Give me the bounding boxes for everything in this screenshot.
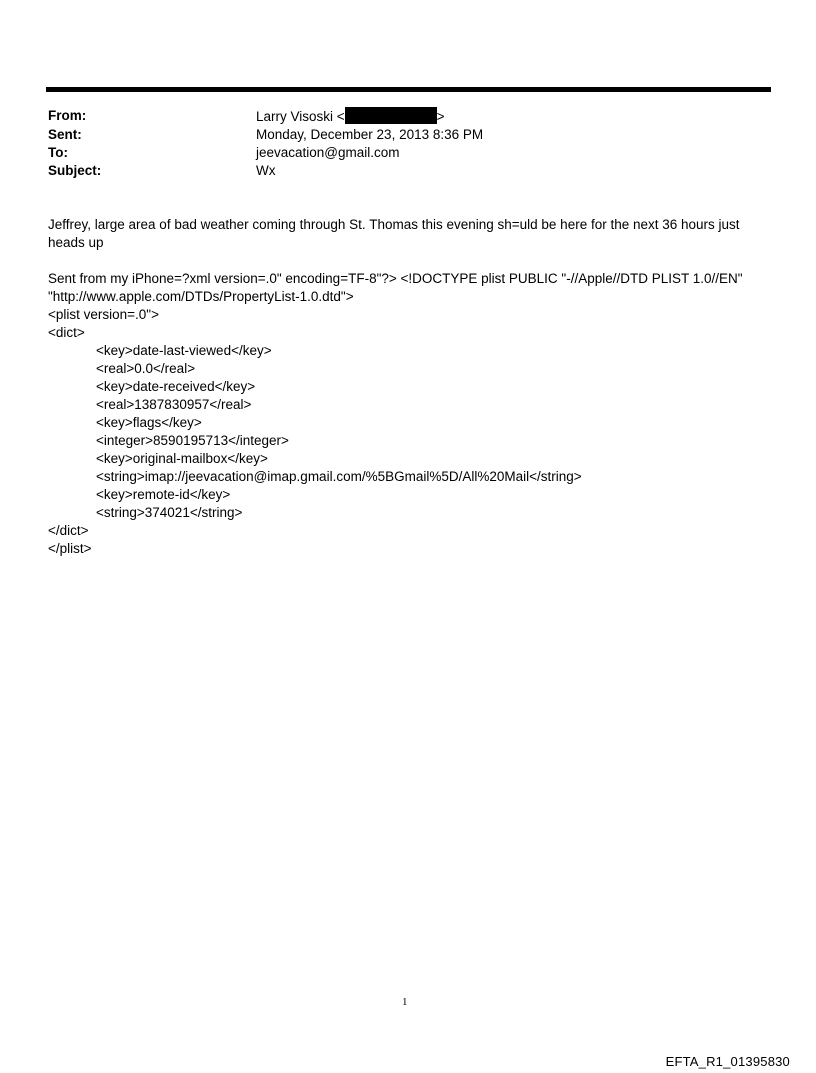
xml-line: <string>imap://jeevacation@imap.gmail.com/%5BGmail%5D/All%20Mail</string>: [96, 469, 582, 484]
xml-line: <key>original-mailbox</key>: [96, 451, 268, 466]
xml-line: </dict>: [48, 523, 89, 538]
redaction-box: [345, 107, 437, 124]
xml-line: <key>remote-id</key>: [96, 487, 231, 502]
signature-line: Sent from my iPhone=?xml version=.0" encoding=TF-8"?> <!DOCTYPE plist PUBLIC "-//Apple//DTD PLIST 1.0//EN": [48, 271, 743, 286]
sent-value: Monday, December 23, 2013 8:36 PM: [256, 127, 484, 142]
from-suffix: >: [436, 109, 445, 124]
xml-line: <real>0.0</real>: [96, 361, 196, 376]
xml-line: <plist version=.0">: [48, 307, 159, 322]
page-number: 1: [402, 996, 408, 1008]
sent-row: [48, 126, 748, 144]
to-label: To:: [48, 145, 68, 160]
bates-number: EFTA_R1_01395830: [665, 1054, 790, 1069]
xml-line: </plist>: [48, 541, 92, 556]
email-body: [48, 216, 748, 558]
doctype-line: "http://www.apple.com/DTDs/PropertyList-1.0.dtd">: [48, 289, 354, 304]
xml-line: <real>1387830957</real>: [96, 397, 252, 412]
xml-line: <key>date-received</key>: [96, 379, 256, 394]
subject-row: [48, 162, 748, 180]
email-header: [48, 107, 748, 180]
to-value: jeevacation@gmail.com: [256, 145, 400, 160]
subject-value: Wx: [256, 163, 276, 178]
xml-line: <string>374021</string>: [96, 505, 243, 520]
signature-block: [48, 270, 748, 558]
xml-line: <key>date-last-viewed</key>: [96, 343, 272, 358]
message-paragraph: Jeffrey, large area of bad weather coming through St. Thomas this evening sh=uld be here for the next 36 hours just heads up: [48, 217, 740, 250]
from-label: From:: [48, 108, 87, 123]
subject-label: Subject:: [48, 163, 102, 178]
plist-xml-block: [48, 306, 748, 558]
sent-label: Sent:: [48, 127, 82, 142]
from-row: [48, 107, 748, 126]
from-value: [256, 107, 445, 126]
xml-line: <key>flags</key>: [96, 415, 202, 430]
to-row: [48, 144, 748, 162]
xml-line: <integer>8590195713</integer>: [96, 433, 289, 448]
header-divider: [46, 87, 771, 92]
from-name: Larry Visoski <: [256, 109, 345, 124]
xml-line: <dict>: [48, 325, 85, 340]
